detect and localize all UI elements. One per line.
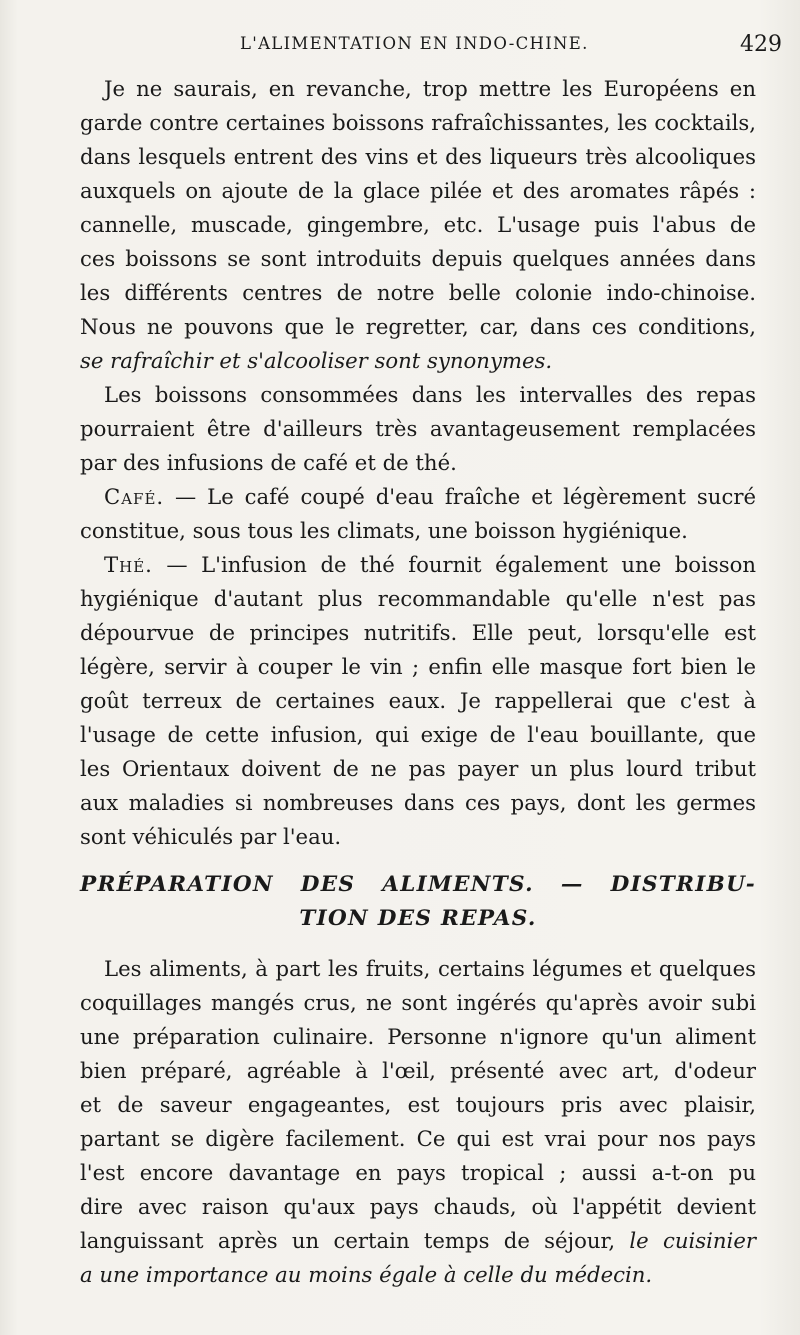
heading-line: TION DES REPAS. — [299, 906, 537, 931]
text-line: sont véhiculés par l'eau. — [80, 824, 342, 849]
text-line: bien préparé, agréable à l'œil, présenté avec art, d'odeur — [80, 1058, 756, 1083]
text-line — [80, 548, 756, 582]
text-line: dire avec raison qu'aux pays chauds, où l'appétit devient — [80, 1194, 756, 1219]
text-line: et de saveur engageantes, est toujours pris avec plaisir, — [80, 1092, 756, 1117]
body-text — [80, 72, 756, 1292]
text-run-italic: le cuisinier — [629, 1228, 756, 1253]
text-run: — L'infusion de thé fournit également une boisson — [152, 552, 756, 577]
heading-line: PRÉPARATION DES ALIMENTS. — DISTRIBU- — [80, 872, 756, 897]
text-line — [80, 1224, 756, 1258]
text-line: les Orientaux doivent de ne pas payer un plus lourd tribut — [80, 756, 756, 781]
text-run: — Le café coupé d'eau fraîche et légèrement sucré — [164, 484, 756, 509]
text-run: languissant après un certain temps de séjour, — [80, 1228, 630, 1253]
text-line: aux maladies si nombreuses dans ces pays, dont les germes — [80, 790, 756, 815]
text-line: une préparation culinaire. Personne n'ignore qu'un aliment — [80, 1024, 756, 1049]
text-line: dépourvue de principes nutritifs. Elle peut, lorsqu'elle est — [80, 620, 756, 645]
text-line: auxquels on ajoute de la glace pilée et des aromates râpés : — [80, 178, 756, 203]
text-line: garde contre certaines boissons rafraîchissantes, les cocktails, — [80, 110, 756, 135]
cafe-label: Café. — [104, 484, 165, 509]
text-line: goût terreux de certaines eaux. Je rappellerai que c'est à — [80, 688, 756, 713]
text-line: Nous ne pouvons que le regretter, car, dans ces conditions, — [80, 314, 756, 339]
text-line: constitue, sous tous les climats, une boisson hygiénique. — [80, 518, 688, 543]
text-line: l'est encore davantage en pays tropical ; aussi a-t-on pu — [80, 1160, 756, 1185]
text-line: Les aliments, à part les fruits, certains légumes et quelques — [104, 956, 756, 981]
paragraph-the — [80, 548, 756, 854]
paragraph-cocktails — [80, 72, 756, 378]
text-line: par des infusions de café et de thé. — [80, 450, 457, 475]
text-line: Je ne saurais, en revanche, trop mettre les Européens en — [104, 76, 756, 101]
text-line: partant se digère facilement. Ce qui est vrai pour nos pays — [80, 1126, 756, 1151]
text-line: Les boissons consommées dans les intervalles des repas — [104, 382, 756, 407]
text-line — [80, 480, 756, 514]
page-number: 429 — [740, 32, 782, 57]
text-line: se rafraîchir et s'alcooliser sont synonymes. — [80, 348, 553, 373]
section-heading — [80, 868, 756, 936]
paragraph-preparation — [80, 952, 756, 1292]
text-line: ces boissons se sont introduits depuis quelques années dans — [80, 246, 756, 271]
text-line: les différents centres de notre belle colonie indo-chinoise. — [80, 280, 756, 305]
text-line: cannelle, muscade, gingembre, etc. L'usage puis l'abus de — [80, 212, 756, 237]
running-title: L'ALIMENTATION EN INDO-CHINE. — [240, 34, 589, 53]
text-line: a une importance au moins égale à celle du médecin. — [80, 1262, 653, 1287]
text-line: dans lesquels entrent des vins et des liqueurs très alcooliques — [80, 144, 756, 169]
text-line: hygiénique d'autant plus recommandable qu'elle n'est pas — [80, 586, 756, 611]
text-line: pourraient être d'ailleurs très avantageusement remplacées — [80, 416, 756, 441]
paragraph-infusions — [80, 378, 756, 480]
text-line: légère, servir à couper le vin ; enfin elle masque fort bien le — [80, 654, 756, 679]
the-label: Thé. — [104, 552, 153, 577]
page-header — [0, 34, 800, 64]
paragraph-cafe — [80, 480, 756, 548]
text-line: coquillages mangés crus, ne sont ingérés qu'après avoir subi — [80, 990, 756, 1015]
text-line: l'usage de cette infusion, qui exige de l'eau bouillante, que — [80, 722, 756, 747]
